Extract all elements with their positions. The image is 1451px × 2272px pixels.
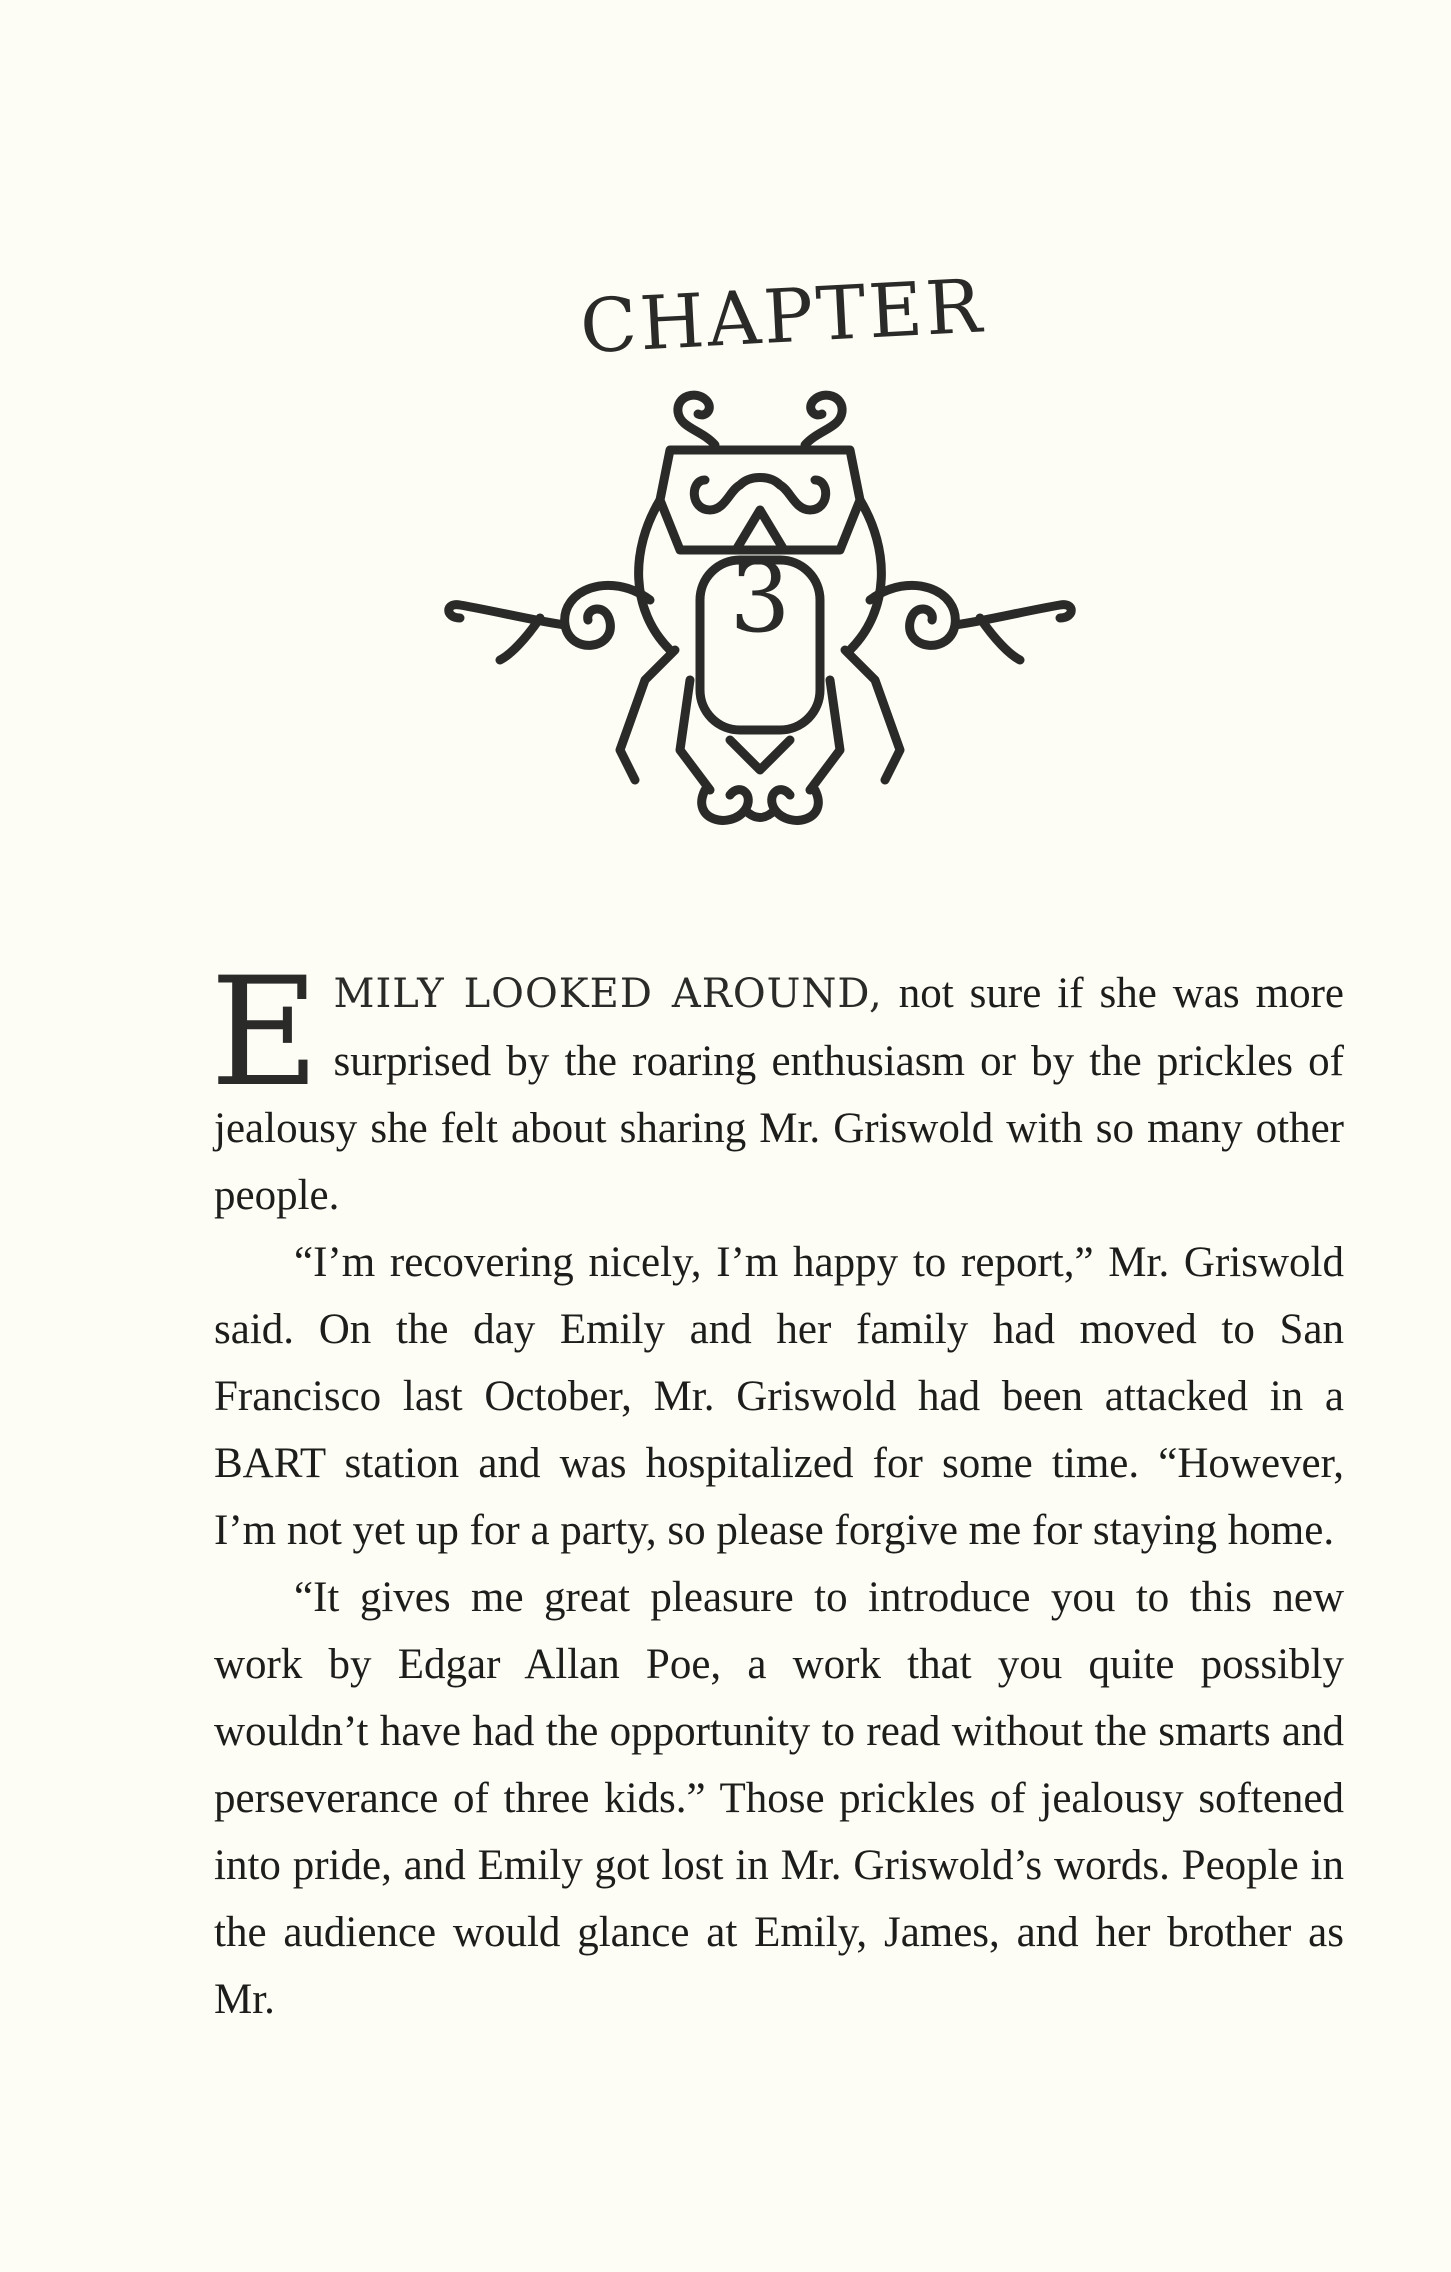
opening-paragraph [210,946,1345,1229]
opening-text: not sure if she was more surprised by the roaring enthusiasm or by the prickles of jealousy she felt about sharing Mr. Griswold with so many other people. [214,970,1345,1219]
drop-cap: E [210,946,320,1120]
paragraph: “It gives me great pleasure to introduce you to this new work by Edgar Allan Poe, a work that you quite possibly wouldn’t have had the opportunity to read without the smarts and perseverance of three kids.” Those prickles of jealousy softened into pride, and Emily got lost in Mr. Griswold’s words. People in the audience would glance at Emily, James, and her brother as Mr. [214,1574,1344,2023]
chapter-number: 3 [729,542,791,654]
paragraph: “I’m recovering nicely, I’m happy to report,” Mr. Griswold said. On the day Emily and her family had moved to San Francisco last October, Mr. Griswold had been attacked in a BART station and was hospitalized for some time. “However, I’m not yet up for a party, so please forgive me for staying home. [214,1239,1344,1554]
chapter-body [210,946,1345,2033]
opening-smallcaps: MILY LOOKED AROUND, [333,971,883,1017]
chapter-heading [440,250,1080,850]
chapter-label: CHAPTER [578,263,987,371]
